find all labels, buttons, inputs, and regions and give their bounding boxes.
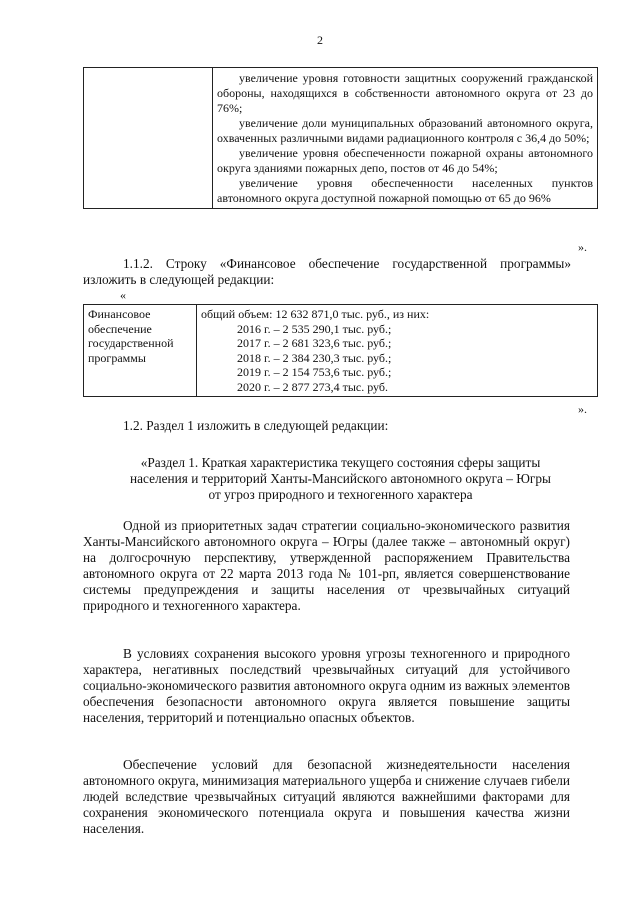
targets-table [83, 67, 598, 209]
financing-year-2019: 2019 г. – 2 154 753,6 тыс. руб.; [237, 365, 392, 379]
financing-table [83, 304, 598, 397]
closing-quote: ». [578, 402, 587, 416]
closing-quote: ». [578, 240, 587, 254]
target-item: увеличение уровня обеспеченности пожарной охраны автономного округа зданиями пожарных депо, постов от 46 до 54%; [217, 146, 593, 175]
financing-table-label: Финансовое обеспечение государственной программы [84, 305, 197, 397]
targets-table-content-cell [213, 68, 598, 209]
section-heading-line: населения и территорий Ханты-Мансийского автономного округа – Югры [130, 471, 551, 486]
target-item: увеличение доли муниципальных образований автономного округа, охваченных различными видами радиационного контроля с 36,4 до 50%; [217, 116, 593, 145]
page-number: 2 [317, 33, 323, 47]
body-paragraph: Одной из приоритетных задач стратегии социально-экономического развития Ханты-Мансийского автономного округа – Югры (далее также – автономный округ) на долгосрочную перспективу, утвержденной распоряжением Правительства автономного округа от 22 марта 2013 года № 101-рп, является совершенствование системы предупреждения и защиты населения от чрезвычайных ситуаций природного и техногенного характера. [83, 518, 570, 613]
financing-year-2020: 2020 г. – 2 877 273,4 тыс. руб. [237, 379, 388, 394]
financing-table-values [197, 305, 598, 397]
financing-year-2017: 2017 г. – 2 681 323,6 тыс. руб.; [237, 336, 392, 350]
target-item: увеличение уровня готовности защитных сооружений гражданской обороны, находящихся в собственности автономного округа от 23 до 76%; [217, 71, 593, 115]
body-paragraph: Обеспечение условий для безопасной жизнедеятельности населения автономного округа, минимизация материального ущерба и снижение случаев гибели людей вследствие чрезвычайных ситуаций являются важнейшими факторами для сохранения экономического потенциала округа и повышения качества жизни населения. [83, 757, 570, 836]
section-heading [83, 455, 598, 503]
opening-quote: « [120, 288, 126, 302]
section-heading-line: «Раздел 1. Краткая характеристика текущего состояния сферы защиты [140, 455, 541, 470]
targets-table-label-cell [84, 68, 213, 209]
target-item: увеличение уровня обеспеченности населенных пунктов автономного округа доступной пожарной помощью от 65 до 96% [217, 176, 593, 205]
section-heading-line: от угроз природного и техногенного характера [208, 487, 473, 502]
item-1-2: 1.2. Раздел 1 изложить в следующей редакции: [123, 418, 389, 433]
financing-year-2016: 2016 г. – 2 535 290,1 тыс. руб.; [237, 321, 392, 336]
financing-year-2018: 2018 г. – 2 384 230,3 тыс. руб.; [237, 350, 392, 365]
body-paragraph: В условиях сохранения высокого уровня угрозы техногенного и природного характера, негативных последствий чрезвычайных ситуаций для устойчивого социально-экономического развития автономного округа одним из важных элементов обеспечения безопасности автономного округа является повышение защиты населения, территорий и потенциально опасных объектов. [83, 646, 570, 725]
financing-total: общий объем: 12 632 871,0 тыс. руб., из них: [201, 307, 430, 321]
item-1-1-2: 1.1.2. Строку «Финансовое обеспечение государственной программы» изложить в следующей редакции: [83, 256, 571, 287]
